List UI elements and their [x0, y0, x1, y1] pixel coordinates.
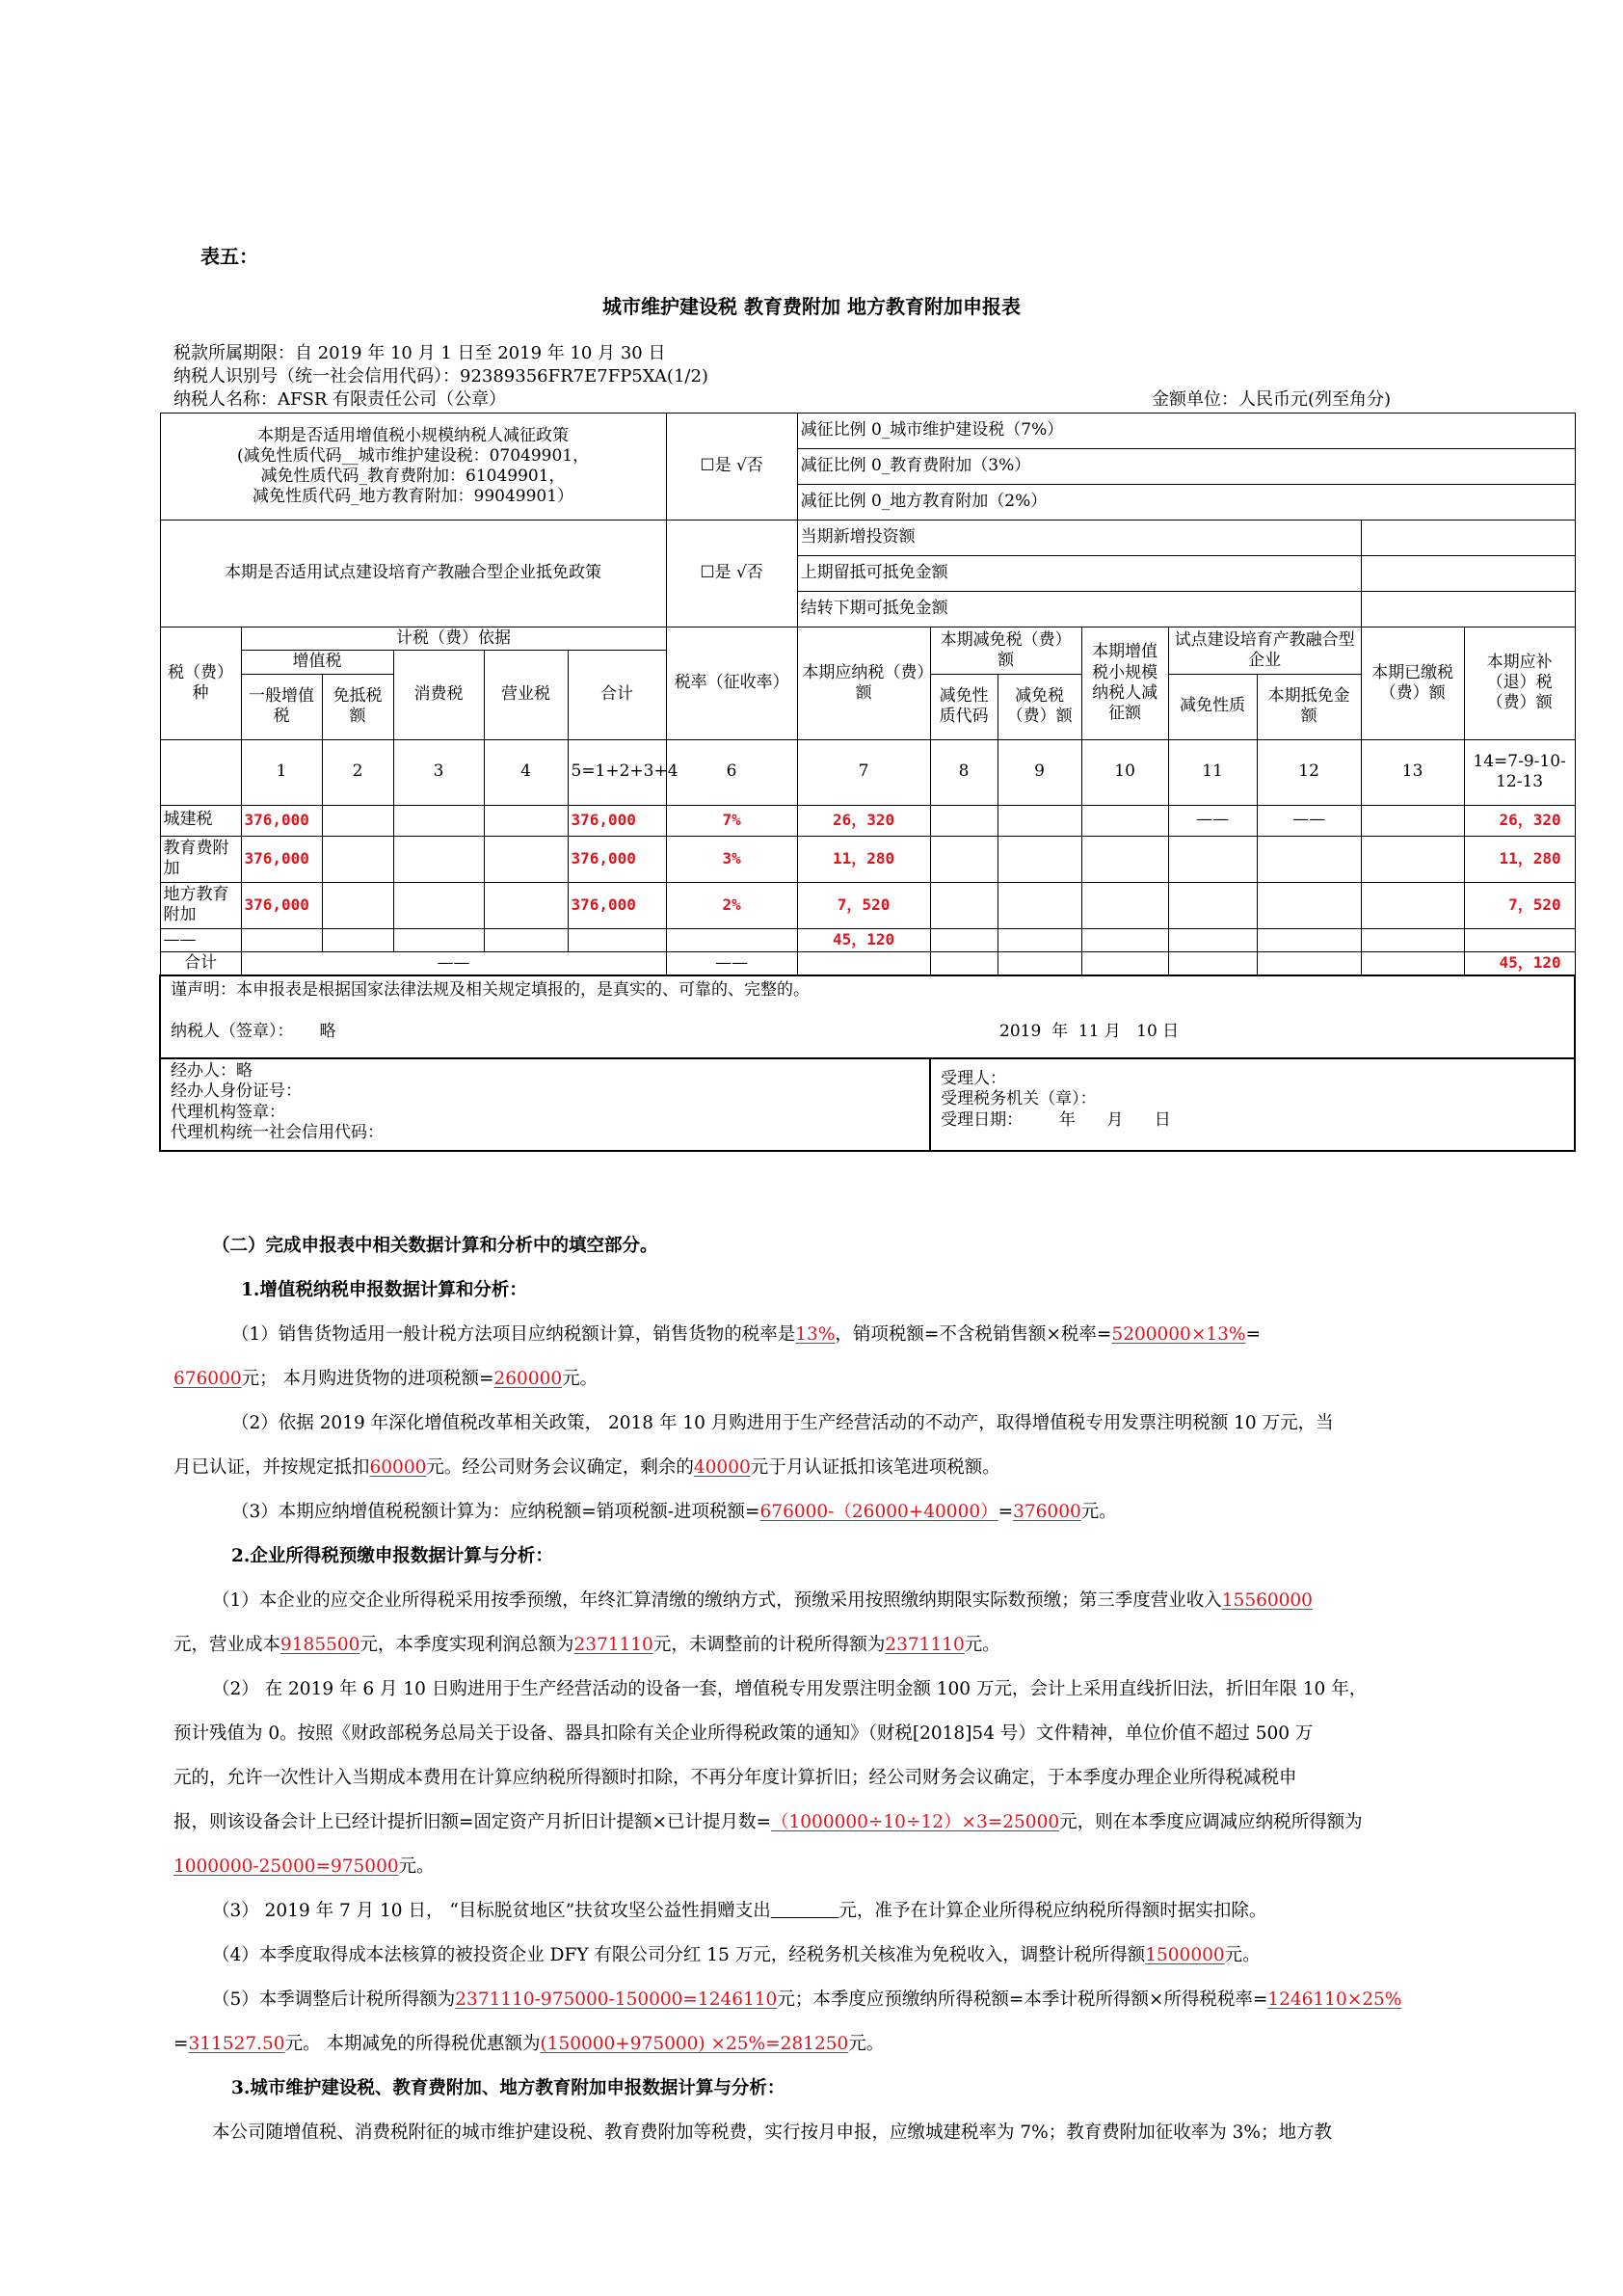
policy1-choice[interactable]: ☐是 √否 [666, 414, 797, 521]
small-scale-cell[interactable] [1081, 882, 1168, 928]
head-refund: 本期应补（退）税（费）额 [1464, 627, 1575, 740]
head-small-scale: 本期增值税小规模纳税人减征额 [1081, 627, 1168, 740]
fill-adjusted-income[interactable]: 2371110-975000-150000=1246110 [455, 1989, 778, 2010]
col-no: 3 [393, 739, 484, 805]
paid-cell[interactable] [1361, 836, 1464, 882]
pilot-code-cell[interactable] [1168, 882, 1257, 928]
consumption-cell[interactable] [393, 882, 484, 928]
head-payable: 本期应纳税（费）额 [797, 627, 930, 740]
col-no: 2 [322, 739, 393, 805]
receiver-block [930, 1058, 1575, 1151]
taxpayer-name: 纳税人名称：AFSR 有限责任公司（公章） [173, 389, 507, 410]
table-row [160, 882, 1575, 928]
pilot-code-cell[interactable] [1168, 836, 1257, 882]
reduction-amt-cell[interactable] [998, 805, 1081, 836]
fill-rate[interactable]: 13% [795, 1324, 836, 1345]
fill-taxable-income[interactable]: 2371110 [885, 1635, 965, 1655]
small-scale-cell[interactable] [1081, 805, 1168, 836]
declaration-block [160, 975, 1575, 1058]
fill-dividend[interactable]: 1500000 [1145, 1945, 1225, 1965]
taxpayer-signature[interactable]: 纳税人（签章）： 略 [171, 1022, 336, 1042]
subsection-vat: 1.增值税纳税申报数据计算和分析： [241, 1280, 527, 1300]
fill-output-formula[interactable]: 5200000×13% [1111, 1324, 1246, 1345]
receive-date[interactable]: 受理日期： 年 月 日 [941, 1109, 1171, 1130]
head-exempt-vat: 免抵税额 [322, 674, 393, 739]
cit-paragraph-2b: 预计残值为 0。按照《财政部税务总局关于设备、器具扣除有关企业所得税政策的通知》（财税[2018]54 号）文件精神，单位价值不超过 500 万 [173, 1723, 1314, 1744]
table-row [160, 836, 1575, 882]
fill-profit[interactable]: 2371110 [573, 1635, 653, 1655]
reduction-code-cell[interactable] [930, 805, 998, 836]
fill-donation[interactable] [771, 1901, 839, 1921]
general-vat-cell[interactable]: 376,000 [241, 836, 322, 882]
head-business: 营业税 [484, 651, 568, 739]
subsection-surtax: 3.城市维护建设税、教育费附加、地方教育附加申报数据计算与分析： [231, 2078, 785, 2098]
agent-block [160, 1058, 930, 1151]
reduction-rate-local-edu: 减征比例 0_地方教育附加（2%） [797, 485, 1575, 521]
reduction-code-cell[interactable] [930, 836, 998, 882]
cit-paragraph-5b: =311527.50元。 本期减免的所得税优惠额为(150000+975000) ×25%=281250元。 [173, 2034, 885, 2054]
cit-paragraph-2d: 报，则该设备会计上已经计提折旧额=固定资产月折旧计提额×已计提月数=（1000000÷10÷12）×3=25000元，则在本季度应调减应纳税所得额为 [173, 1812, 1363, 1832]
carryover-label: 上期留抵可抵免金额 [797, 556, 1361, 592]
head-reduction-code: 减免性质代码 [930, 674, 998, 739]
table-tag: 表五： [200, 245, 258, 268]
cit-paragraph-1: （1）本企业的应交企业所得税采用按季预缴，年终汇算清缴的缴纳方式，预缴采用按照缴纳期限实际数预缴；第三季度营业收入15560000 [212, 1590, 1313, 1611]
row-label: 地方教育附加 [160, 882, 241, 928]
reduction-amt-cell[interactable] [998, 836, 1081, 882]
rate-dash: —— [666, 951, 797, 975]
payable-cell[interactable]: 45，120 [797, 928, 930, 951]
row-label: —— [160, 928, 241, 951]
col-no: 12 [1257, 739, 1361, 805]
total-refund-cell[interactable]: 45，120 [1464, 951, 1575, 975]
paid-cell[interactable] [1361, 805, 1464, 836]
new-investment-value[interactable] [1361, 521, 1575, 556]
next-period-label: 结转下期可抵免金额 [797, 592, 1361, 627]
cit-paragraph-5: （5）本季调整后计税所得额为2371110-975000-150000=1246110元；本季度应预缴纳所得税额=本季计税所得额×所得税税率=1246110×25% [212, 1989, 1402, 2010]
pilot-code-cell: —— [1168, 805, 1257, 836]
total-cell[interactable]: 376,000 [568, 836, 666, 882]
refund-cell[interactable]: 11，280 [1464, 836, 1575, 882]
head-reduction: 本期减免税（费）额 [930, 627, 1081, 675]
fill-input-tax[interactable]: 260000 [493, 1369, 563, 1389]
rate-cell[interactable]: 2% [666, 882, 797, 928]
head-reduction-amt: 减免税（费）额 [998, 674, 1081, 739]
col-no: 8 [930, 739, 998, 805]
col-no: 9 [998, 739, 1081, 805]
receiver-name[interactable]: 受理人： [941, 1069, 1007, 1088]
agent-name: 经办人：略 [171, 1061, 253, 1081]
head-rate: 税率（征收率） [666, 627, 797, 740]
row-label: 教育费附 加 [160, 836, 241, 882]
carryover-value[interactable] [1361, 556, 1575, 592]
agent-id[interactable]: 经办人身份证号： [171, 1081, 302, 1102]
pilot-amt-cell[interactable] [1257, 836, 1361, 882]
pilot-amt-cell[interactable] [1257, 882, 1361, 928]
col-no: 5=1+2+3+4 [568, 739, 666, 805]
head-total: 合计 [568, 651, 666, 739]
exempt-vat-cell[interactable] [322, 805, 393, 836]
general-vat-cell[interactable]: 376,000 [241, 882, 322, 928]
rate-cell[interactable]: 7% [666, 805, 797, 836]
declaration-statement: 谨声明：本申报表是根据国家法律法规及相关规定填报的，是真实的、可靠的、完整的。 [171, 980, 810, 1000]
fill-cost[interactable]: 9185500 [280, 1635, 360, 1655]
head-basis: 计税（费）依据 [241, 627, 666, 651]
surtax-paragraph: 本公司随增值税、消费税附征的城市维护建设税、教育费附加等税费，实行按月申报，应缴城建税率为 7%；教育费附加征收率为 3%；地方教 [212, 2122, 1332, 2143]
fill-depreciation[interactable]: （1000000÷10÷12）×3=25000 [771, 1812, 1060, 1832]
row-label: 城建税 [160, 805, 241, 836]
small-scale-cell[interactable] [1081, 836, 1168, 882]
fill-payable-formula[interactable]: 676000-（26000+40000） [759, 1502, 998, 1522]
col-no: 6 [666, 739, 797, 805]
col-no: 4 [484, 739, 568, 805]
head-general-vat: 一般增值税 [241, 674, 322, 739]
consumption-cell[interactable] [393, 805, 484, 836]
cit-paragraph-2e: 1000000-25000=975000元。 [173, 1856, 435, 1877]
declaration-date: 2019 年 11 月 10 日 [999, 1022, 1180, 1042]
policy2-label: 本期是否适用试点建设培育产教融合型企业抵免政策 [160, 521, 666, 627]
exempt-vat-cell[interactable] [322, 836, 393, 882]
exempt-vat-cell[interactable] [322, 882, 393, 928]
business-cell[interactable] [484, 836, 568, 882]
payable-cell[interactable]: 7，520 [797, 882, 930, 928]
col-no: 13 [1361, 739, 1464, 805]
fill-adjustment[interactable]: 1000000-25000=975000 [173, 1856, 399, 1877]
rate-cell[interactable]: 3% [666, 836, 797, 882]
tax-period: 税款所属期限：自 2019 年 10 月 1 日至 2019 年 10 月 30 日 [173, 343, 666, 363]
col-no: 10 [1081, 739, 1168, 805]
vat-paragraph-3: （3）本期应纳增值税税额计算为：应纳税额=销项税额-进项税额=676000-（26000+40000）=376000元。 [231, 1502, 1117, 1522]
cit-paragraph-2: （2） 在 2019 年 6 月 10 日购进用于生产经营活动的设备一套，增值税专用发票注明金额 100 万元，会计上采用直线折旧法，折旧年限 10 年， [212, 1679, 1368, 1699]
consumption-cell[interactable] [393, 836, 484, 882]
policy1-label: 本期是否适用增值税小规模纳税人减征政策 (减免性质代码__城市维护建设税：07049901， 减免性质代码_教育费附加：61049901， 减免性质代码_地方教育附加：99049901） [160, 414, 666, 521]
agency-credit-code[interactable]: 代理机构统一社会信用代码： [171, 1122, 384, 1142]
fill-remaining[interactable]: 40000 [693, 1457, 751, 1478]
fill-prepay-formula[interactable]: 1246110×25% [1267, 1989, 1402, 2010]
payable-cell[interactable]: 26，320 [797, 805, 930, 836]
col-no: 14=7-9-10-12-13 [1464, 739, 1575, 805]
head-pilot: 试点建设培育产教融合型企业 [1168, 627, 1361, 675]
next-period-value[interactable] [1361, 592, 1575, 627]
cit-paragraph-3: （3） 2019 年 7 月 10 日， “目标脱贫地区”扶贫攻坚公益性捐赠支出 元，准予在计算企业所得税应纳税所得额时据实扣除。 [212, 1901, 1267, 1921]
vat-paragraph-1: （1）销售货物适用一般计税方法项目应纳税额计算，销售货物的税率是13%，销项税额=不含税销售额×税率=5200000×13%= [231, 1324, 1261, 1345]
basis-dash: —— [241, 951, 666, 975]
section-heading: （二）完成申报表中相关数据计算和分析中的填空部分。 [212, 1236, 658, 1256]
vat-paragraph-2: （2）依据 2019 年深化增值税改革相关政策， 2018 年 10 月购进用于生产经营活动的不动产，取得增值税专用发票注明税额 10 万元，当 [231, 1413, 1334, 1433]
total-label: 合计 [160, 951, 241, 975]
currency-unit: 金额单位：人民币元(列至角分) [1152, 389, 1392, 410]
fill-deducted[interactable]: 60000 [369, 1457, 427, 1478]
col-no: 7 [797, 739, 930, 805]
total-cell[interactable]: 376,000 [568, 805, 666, 836]
payable-cell[interactable]: 11，280 [797, 836, 930, 882]
head-vat: 增值税 [241, 651, 393, 674]
head-paid: 本期已缴税（费）额 [1361, 627, 1464, 740]
vat-paragraph-1b: 676000元； 本月购进货物的进项税额=260000元。 [173, 1369, 599, 1389]
head-tax-type: 税（费）种 [160, 627, 241, 740]
fill-prepay-amount[interactable]: 311527.50 [188, 2034, 285, 2054]
head-pilot-code: 减免性质 [1168, 674, 1257, 739]
new-investment-label: 当期新增投资额 [797, 521, 1361, 556]
taxpayer-id: 纳税人识别号（统一社会信用代码）：92389356FR7E7FP5XA(1/2) [173, 366, 708, 387]
fill-payable-vat[interactable]: 376000 [1013, 1502, 1081, 1522]
paid-cell[interactable] [1361, 882, 1464, 928]
total-row [160, 951, 1575, 975]
table-row [160, 928, 1575, 951]
business-cell[interactable] [484, 882, 568, 928]
reduction-amt-cell[interactable] [998, 882, 1081, 928]
reduction-rate-edu: 减征比例 0_教育费附加（3%） [797, 449, 1575, 485]
head-pilot-amt: 本期抵免金额 [1257, 674, 1361, 739]
declaration-form [159, 413, 1576, 1152]
col-no: 1 [241, 739, 322, 805]
refund-cell[interactable]: 26，320 [1464, 805, 1575, 836]
business-cell[interactable] [484, 805, 568, 836]
analysis-section [173, 1224, 1465, 2155]
table-row [160, 805, 1575, 836]
total-cell[interactable]: 376,000 [568, 882, 666, 928]
subsection-cit: 2.企业所得税预缴申报数据计算与分析： [231, 1546, 553, 1566]
cit-paragraph-2c: 元的，允许一次性计入当期成本费用在计算应纳税所得额时扣除，不再分年度计算折旧；经公司财务会议确定，于本季度办理企业所得税减税申 [173, 1768, 1297, 1788]
column-number-row [160, 739, 1575, 805]
general-vat-cell[interactable]: 376,000 [241, 805, 322, 836]
fill-relief[interactable]: (150000+975000) ×25%=281250 [540, 2034, 849, 2054]
agency-seal[interactable]: 代理机构签章： [171, 1102, 285, 1122]
fill-revenue[interactable]: 15560000 [1221, 1590, 1313, 1611]
cit-paragraph-4: （4）本季度取得成本法核算的被投资企业 DFY 有限公司分红 15 万元，经税务机关核准为免税收入，调整计税所得额1500000元。 [212, 1945, 1261, 1965]
refund-cell[interactable]: 7，520 [1464, 882, 1575, 928]
reduction-rate-urban: 减征比例 0_城市维护建设税（7%） [797, 414, 1575, 449]
fill-output-tax[interactable]: 676000 [173, 1369, 242, 1389]
receiver-office[interactable]: 受理税务机关（章）： [941, 1089, 1097, 1109]
head-consumption: 消费税 [393, 651, 484, 739]
form-title: 城市维护建设税 教育费附加 地方教育附加申报表 [602, 295, 1021, 318]
vat-paragraph-2b: 月已认证，并按规定抵扣60000元。经公司财务会议确定，剩余的40000元于月认证抵扣该笔进项税额。 [173, 1457, 1000, 1478]
policy2-choice[interactable]: ☐是 √否 [666, 521, 797, 627]
reduction-code-cell[interactable] [930, 882, 998, 928]
col-no: 11 [1168, 739, 1257, 805]
pilot-amt-cell: —— [1257, 805, 1361, 836]
cit-paragraph-1b: 元，营业成本9185500元，本季度实现利润总额为2371110元，未调整前的计税所得额为2371110元。 [173, 1635, 1000, 1655]
